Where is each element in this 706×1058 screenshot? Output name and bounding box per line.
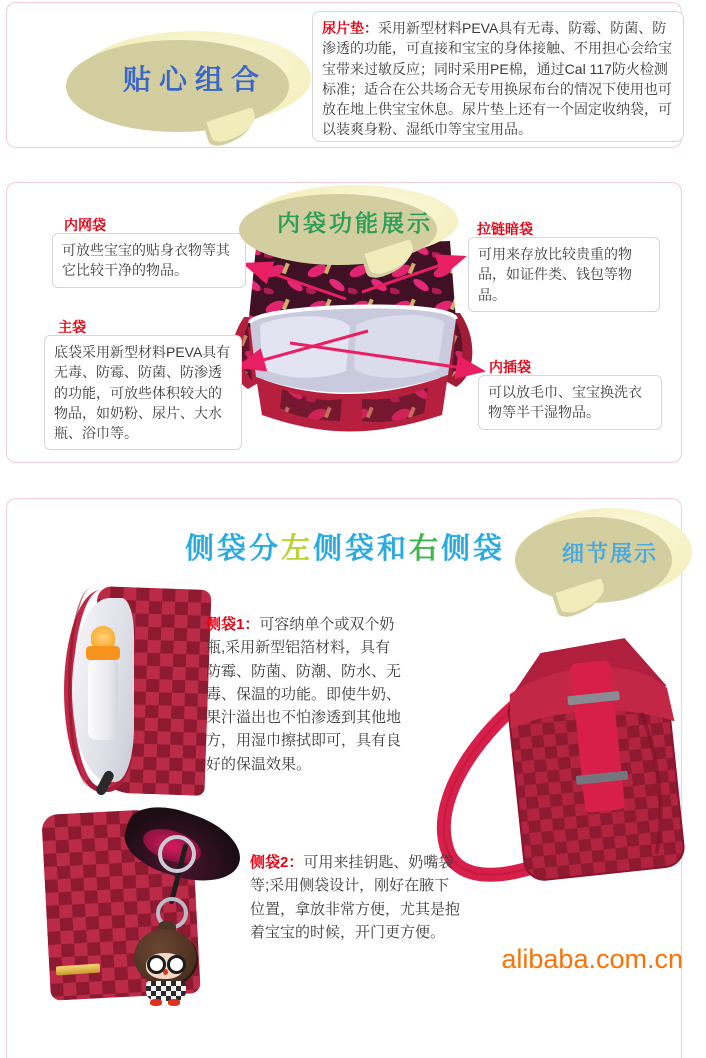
side-pocket1-label: 侧袋1： bbox=[206, 616, 260, 633]
section-combo-card bbox=[6, 2, 682, 148]
combo-bubble-label: 贴心组合 bbox=[122, 64, 267, 95]
inner-insert-label: 内插袋 bbox=[489, 359, 531, 375]
detail-bubble-label: 细节展示 bbox=[561, 540, 658, 566]
key-ring bbox=[158, 835, 196, 873]
inner-insert-notebox: 可以放毛巾、宝宝换洗衣物等半干湿物品。 bbox=[478, 375, 662, 430]
side-pocket1-text: 可容纳单个或双个奶瓶,采用新型铝箔材料，具有防霉、防菌、防潮、防水、无毒、保温的功能。即使牛奶、果汁溢出也不怕渗透到其他地方，用湿巾擦拭即可，具有良好的保温效果。 bbox=[206, 616, 402, 773]
main-bag-notebox: 底袋采用新型材料PEVA具有无毒、防霉、防菌、防渗透的功能，可放些体积较大的物品，如奶粉、尿片、大水瓶、浴巾等。 bbox=[44, 335, 242, 450]
detail-bubble bbox=[528, 508, 692, 596]
combo-bubble bbox=[79, 31, 311, 125]
title-part-left: 左 bbox=[280, 533, 313, 565]
zipper-hidden-notebox: 可用来存放比较贵重的物品，如证件类、钱包等物品。 bbox=[468, 237, 660, 312]
doll-shoe bbox=[150, 999, 162, 1006]
bag-body-group bbox=[502, 634, 689, 882]
doll-pocket-photo bbox=[38, 805, 258, 1000]
doll-glasses-icon bbox=[167, 955, 186, 974]
zipper-hidden-label: 拉链暗袋 bbox=[477, 221, 533, 237]
bottle-cap bbox=[91, 626, 115, 648]
diaper-pad-notebox bbox=[312, 11, 684, 142]
diaper-pad-label: 尿片垫： bbox=[322, 20, 378, 36]
inner-bag-bubble bbox=[252, 185, 458, 257]
title-part-right: 右 bbox=[409, 533, 442, 565]
side-pocket2-paragraph bbox=[250, 851, 460, 944]
inner-bag-bubble-label: 内袋功能展示 bbox=[277, 209, 433, 236]
baby-bottle bbox=[86, 626, 120, 746]
doll-dress bbox=[146, 981, 186, 1001]
bottle-ring bbox=[86, 646, 120, 660]
doll-nose bbox=[163, 969, 168, 975]
alibaba-watermark: alibaba.com.cn bbox=[501, 944, 683, 974]
main-bag-label: 主袋 bbox=[58, 319, 86, 335]
side-pocket2-text: 可用来挂钥匙、奶嘴袋等;采用侧袋设计，刚好在腋下位置，拿放非常方便，尤其是抱着宝宝的时候，开门更方便。 bbox=[250, 854, 461, 941]
diaper-pad-text: 采用新型材料PEVA具有无毒、防霉、防菌、防渗透的功能，可直接和宝宝的身体接触、不用担心会给宝宝带来过敏反应；同时采用PE棉，通过Cal 117防火检测标准；适合在公共场合无专用换尿布台的情况下使用也可放在地上供宝宝休息。尿片垫上还有一个固定收纳袋，可以装爽身粉、湿纸巾等宝宝用品。 bbox=[322, 20, 672, 138]
side-pocket2-label: 侧袋2： bbox=[250, 854, 304, 871]
doll-charm bbox=[134, 929, 204, 1005]
title-part: 侧袋 bbox=[441, 533, 506, 565]
title-part: 侧袋和 bbox=[312, 533, 409, 565]
side-pocket1-paragraph bbox=[206, 613, 404, 776]
bottle-pocket-photo bbox=[42, 588, 208, 802]
bag-interior bbox=[250, 307, 456, 393]
side-pocket-title bbox=[150, 526, 540, 567]
inner-mesh-notebox: 可放些宝宝的贴身衣物等其它比较干净的物品。 bbox=[52, 233, 246, 288]
doll-shoe bbox=[168, 999, 180, 1006]
bottle-body bbox=[88, 660, 118, 740]
title-part: 侧袋分 bbox=[184, 533, 281, 565]
inner-mesh-label: 内网袋 bbox=[64, 217, 106, 233]
